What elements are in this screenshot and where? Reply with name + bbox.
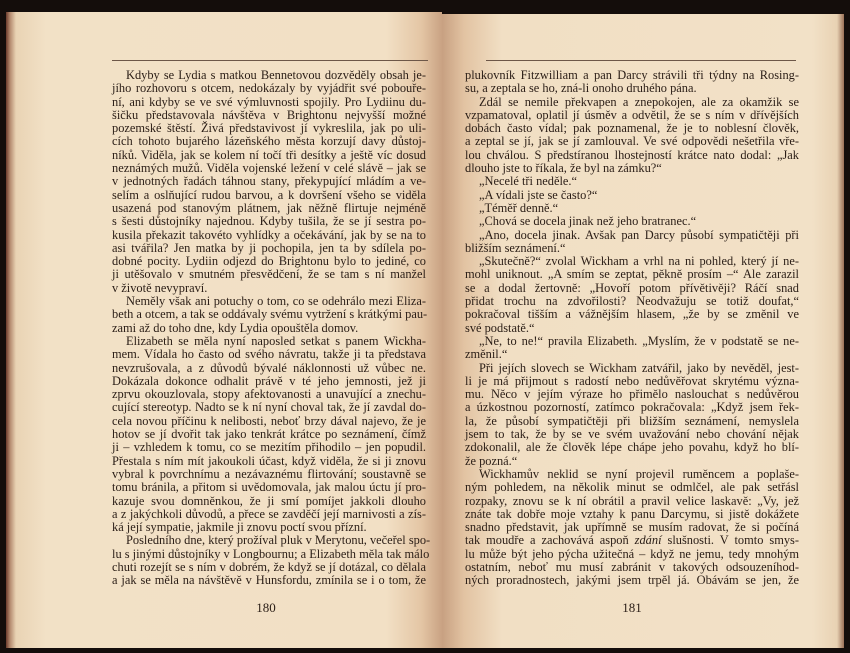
text-line: že pozná.“ <box>465 453 518 468</box>
paragraph <box>112 533 431 588</box>
text-line: „Ne, to ne!“ pravila Elizabeth. „Myslím, že v podstatě se ne- <box>479 333 799 348</box>
paragraph <box>465 468 799 588</box>
text-line: cela novou příčinu k nelibosti, neboť brzy dával najevo, že je <box>112 413 426 428</box>
text-line: vzpamatoval, oplatil jí úsměv a odvětil, že se s ním v dřívějších <box>465 107 799 122</box>
text-span: slušnosti. V tomto smys- <box>661 533 799 548</box>
text-line: beth a otcem, a tak se oddávaly svému vytržení s krátkými pau- <box>112 307 428 322</box>
text-line: „Chová se docela jinak než jeho bratranec.“ <box>479 214 697 229</box>
text-line: tomu bránila, a přitom si uvědomovala, jak malou úctu jí pro- <box>112 480 426 495</box>
text-line: „A vídali jste se často?“ <box>479 187 598 202</box>
text-line: ostatním, neboť mu musí zabránit v takových odsouzeníhod- <box>465 559 799 574</box>
text-line <box>465 534 799 547</box>
text-line: mu. Něco v jejím výraze ho přimělo naslouchat s nedůvěrou <box>465 387 799 402</box>
text-line: a z jakýchkoli důvodů, a přece se zavděčí její marnivosti a zís- <box>112 506 426 521</box>
text-span: tak moudře a zachovává aspoň <box>465 533 635 548</box>
text-line: la, že působí sympatičtěji při bližším seznámení, nemyslela <box>465 413 799 428</box>
text-line: mem. Vídala ho často od svého návratu, takže ji ta představa <box>112 347 426 362</box>
paragraph <box>465 255 799 335</box>
text-line: cující stereotyp. Nadto se k ní nyní choval tak, že jí zavdal do- <box>112 400 426 415</box>
text-line: nevzrušovala, a z důvodů bývalé náklonnosti už vůbec ne. <box>112 360 426 375</box>
text-line: zami až do toho dne, kdy Lydia opouštěla domov. <box>112 320 359 335</box>
text-line: bližším seznámení.“ <box>465 240 566 255</box>
text-line: asi tvářila? Jen matka by ji pochopila, jen ta by sdílela po- <box>112 240 426 255</box>
left-page-text <box>112 68 431 588</box>
paragraph <box>465 362 799 468</box>
text-line: ji – vzhledem k tomu, co se mezitím přihodilo – jen popudil. <box>112 440 426 455</box>
text-line: dobné pocity. Lydiin odjezd do Brightonu bylo to jediné, co <box>112 254 426 269</box>
text-line: pokračoval tišším a vážnějším hlasem, „že by se změnil ve <box>465 307 799 322</box>
page-number: 181 <box>622 600 642 615</box>
text-line: a jak se měla na návštěvě v Hunsfordu, zmínila se i o tom, že <box>112 573 426 588</box>
text-line: usazená pod stanovým plátnem, jak něžně flirtuje nejméně <box>112 200 426 215</box>
text-line: šičku představovala návštěva v Brightonu nejvyšší možné <box>112 107 426 122</box>
header-rule <box>486 60 796 61</box>
paragraph <box>112 335 426 534</box>
text-line: níků. Viděla, jak se kolem ní točí tři desítky a ještě víc dosud <box>112 147 426 162</box>
text-line: Wickhamův neklid se nyní projevil ruměncem a poplaše- <box>479 466 799 481</box>
paragraph <box>465 202 799 215</box>
paragraph <box>465 229 799 256</box>
text-line: se a dodal žertovně: „Hovoří potom přívětivěji? Ráčí snad <box>465 280 799 295</box>
text-line: hotov se jí dvořit tak jako tenkrát krátce po seznámení, čímž <box>112 427 426 442</box>
text-line: kazuje svou domněnkou, že ji smí pomíjet jakkoli dlouho <box>112 493 426 508</box>
paragraph <box>465 215 799 228</box>
text-line: „Ano, docela jinak. Avšak pan Darcy působí sympatičtěji při <box>479 227 799 242</box>
page-number: 180 <box>256 600 276 615</box>
text-line: ji utěšovalo v smutném přesvědčení, že se tam s ní manžel <box>112 267 426 282</box>
header-rule <box>112 60 428 61</box>
text-line: své podstatě.“ <box>465 320 535 335</box>
text-line: vybral k povrchnímu a nezávaznému flirtování; soustavně se <box>112 466 426 481</box>
text-line: ká její sympatie, jakmile ji znovu poctí svou přízní. <box>112 520 367 535</box>
italic-text: zdání <box>634 533 662 548</box>
text-line: Přestala s ním mít jakoukoli účast, když viděla, že si ji znovu <box>112 453 426 468</box>
text-line: lu s jinými důstojníky v Longbournu; a Elizabeth měla tak málo <box>112 546 430 561</box>
text-line: rozpaky, znovu se k ní obrátil a pravil velice laskavě: „Vy, jež <box>465 493 799 508</box>
text-line: zdokonalil, ale že člověk lépe chápe jeho povahu, když ho blí- <box>465 440 799 455</box>
paragraph <box>112 69 426 295</box>
text-line: znáte tak dobře moje vztahy k panu Darcymu, si jistě dokážete <box>465 506 799 521</box>
text-line: ných proradnostech, jakými jsem trpěl já. Obávám se jen, že <box>465 573 799 588</box>
text-line: změnil.“ <box>465 347 508 362</box>
text-line: cích tohoto bujarého lázeňského města korzují davy důstoj- <box>112 134 426 149</box>
text-line: dlouho jste to říkala, že byl na zámku?“ <box>465 161 662 176</box>
text-line: Posledního dne, který prožíval pluk v Merytonu, večeřel spo- <box>126 533 431 548</box>
text-line: li je má přijmout s radostí nebo nedůvěřovat skrytému význa- <box>465 373 799 388</box>
right-page-text <box>465 69 799 588</box>
text-line: „Necelé tři neděle.“ <box>479 174 578 189</box>
text-line: pozemské štěstí. Živá představivost jí vykreslila, jak po uli- <box>112 121 426 136</box>
text-line: jího rozhovoru s otcem, nedokázaly by vyjádřit své pobouře- <box>112 81 426 96</box>
text-line: Zdál se nemile překvapen a znepokojen, ale za okamžik se <box>479 94 799 109</box>
text-line: zprvu okouzlovala, stopy afektovanosti a unavující a znechu- <box>112 387 426 402</box>
text-line: selím a oslňující rudou barvou, a k dovršení všeho se viděla <box>112 187 426 202</box>
text-line: lou chválou. S předstíranou lhostejností krátce nato dodal: „Jak <box>465 147 799 162</box>
paragraph <box>465 335 799 362</box>
left-page <box>6 12 442 648</box>
text-line: Kdyby se Lydia s matkou Bennetovou dozvěděly obsah je- <box>126 68 426 82</box>
text-line: v jednotných řadách táhnou stany, překypující mládím a ve- <box>112 174 426 189</box>
text-line: chuti rozejít se s ním v dobrém, že když se jí dotázal, co dělala <box>112 559 426 574</box>
text-line: „Téměř denně.“ <box>479 200 559 215</box>
text-line: a úzkostnou pozorností, zatímco pokračovala: „Když jsem řek- <box>465 400 799 415</box>
text-line: jsem to tak, že by se ve svém uvažování nebo chování nějak <box>465 427 799 442</box>
text-line: dobách často vídal; pak poznamenal, že je to noblesní člověk, <box>465 121 799 136</box>
paragraph <box>112 295 426 335</box>
text-line: snadno představit, jak upřímně se musím radovat, že si počíná <box>465 520 799 535</box>
text-line: „Skutečně?“ zvolal Wickham a vrhl na ni pohled, který jí ne- <box>479 254 799 269</box>
text-line: s šesti důstojníky najednou. Kdyby tušila, že se jí sestra po- <box>112 214 426 229</box>
text-line: ní, ani kdyby se ve své výmluvnosti spojily. Pro Lydiinu du- <box>112 94 426 109</box>
text-line: lu může být jeho pýcha užitečná – když ne jemu, tedy mnohým <box>465 546 799 561</box>
text-line: Při jejích slovech se Wickham zatvářil, jako by nevěděl, jest- <box>479 360 799 375</box>
text-line: přidat trochu na zdvořilosti? Neodvažuju se totiž doufat,“ <box>465 294 799 309</box>
paragraph <box>465 189 799 202</box>
text-line: v životě nevypraví. <box>112 280 208 295</box>
text-line: ným pohledem, na několik minut se odmlčel, ale pak setřásl <box>465 480 799 495</box>
text-line: mohl uniknout. „A smím se zeptat, pěkně prosím –“ Ale zarazil <box>465 267 799 282</box>
text-line: Dokázala dokonce odhalit právě v té jeho jemnosti, jež ji <box>112 373 426 388</box>
paragraph <box>465 96 799 176</box>
right-page <box>442 14 844 648</box>
paragraph <box>465 175 799 188</box>
text-line: plukovník Fitzwilliam a pan Darcy strávili tři týdny na Rosing- <box>465 68 799 82</box>
text-line: a zeptal se jí, jak se jí zamlouval. Ve své odpovědi nešetřila vře- <box>465 134 799 149</box>
text-line: neznámých mužů. Viděla vojenské ležení v celé slávě – jak se <box>112 161 426 176</box>
text-line: su, a zeptala se ho, zná-li onoho druhého pána. <box>465 81 697 96</box>
text-line: Elizabeth se měla nyní naposled setkat s panem Wickha- <box>126 333 426 348</box>
paragraph <box>465 69 799 96</box>
text-line: kusila překazit takovéto vyhlídky a očekávání, jak by se na to <box>112 227 426 242</box>
text-line: Neměly však ani potuchy o tom, co se odehrálo mezi Eliza- <box>126 294 426 309</box>
